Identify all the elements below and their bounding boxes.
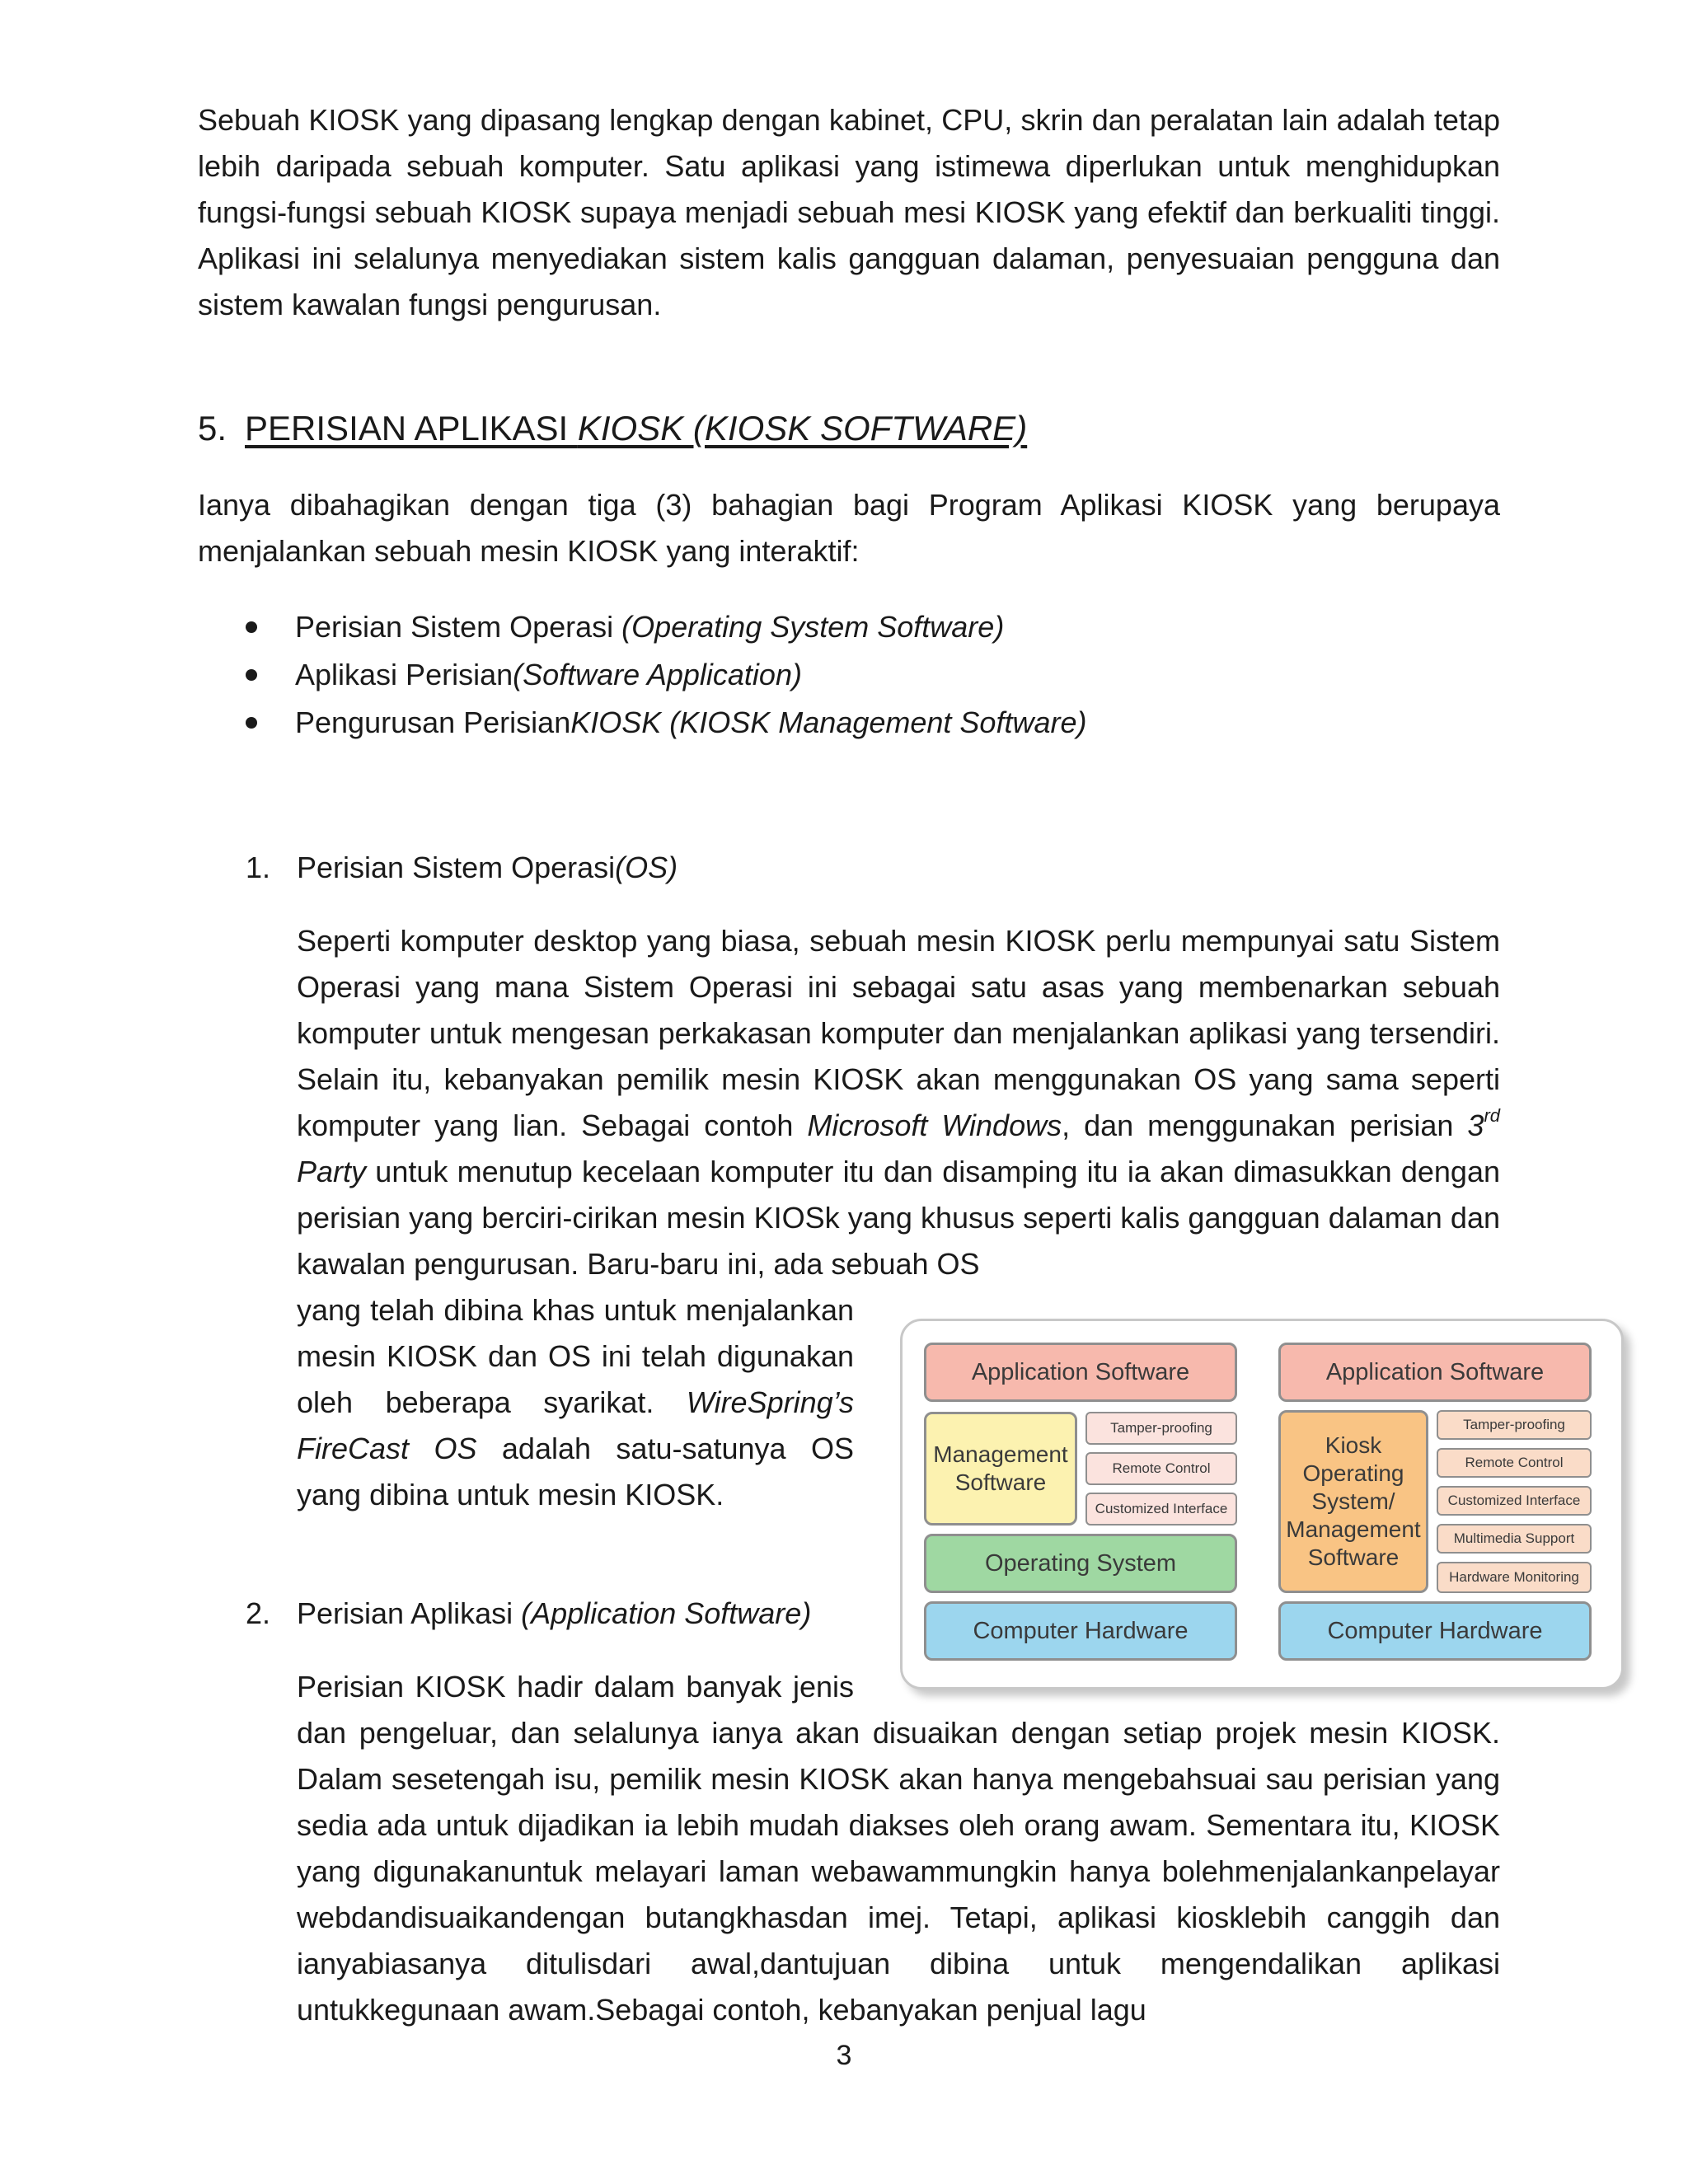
right-remote-control-box: Remote Control — [1437, 1448, 1592, 1478]
left-operating-system-box: Operating System — [924, 1534, 1237, 1593]
os-text-italic: Microsoft Windows — [807, 1108, 1062, 1142]
intro-paragraph: Sebuah KIOSK yang dipasang lengkap dengan kabinet, CPU, skrin dan peralatan lain adalah tetap lebih daripada sebuah komputer. Satu aplikasi yang istimewa diperlukan untuk menghidupkan fungsi-fungsi sebuah KIOSK supaya menjadi sebuah mesi KIOSK yang efektif dan berkualiti tinggi. Aplikasi ini selalunya menyediakan sistem kalis gangguan dalaman, penyesuaian pengguna dan sistem kawalan fungsi pengurusan. — [198, 103, 1500, 321]
kiosk-software-diagram — [900, 1319, 1624, 1690]
left-tamper-proofing-box: Tamper-proofing — [1085, 1412, 1237, 1445]
bullet-list — [198, 603, 1434, 747]
os-paragraph-continued — [297, 1287, 854, 1518]
right-computer-hardware-box: Computer Hardware — [1278, 1601, 1592, 1661]
list-item — [198, 603, 1434, 651]
app-paragraph: dan pengeluar, dan selalunya ianya akan disuaikan dengan setiap projek mesin KIOSK. Dalam sesetengah isu, pemilik mesin KIOSK akan hanya mengebahsuai sau perisian yang sedia ada untuk dijadikan ia lebih mudah diakses oleh orang awam. Sementara itu, KIOSK yang digunakanuntuk melayari laman webawammungkin hanya bolehmenjalankanpelayar webdandisuaikandengan butangkhasdan imej. Tetapi, aplikasi kiosklebih canggih dan ianyabiasanya ditulisdari awal,dantujuan dibina untuk mengendalikan aplikasi untukkegunaan awam.Sebagai contoh, kebanyakan penjual lagu — [297, 1716, 1500, 2027]
left-application-software-box: Application Software — [924, 1343, 1237, 1402]
right-tamper-proofing-box: Tamper-proofing — [1437, 1410, 1592, 1440]
bullet-icon — [246, 669, 257, 681]
os-text: , dan menggunakan perisian — [1062, 1108, 1468, 1142]
bullet-text: Pengurusan Perisian — [295, 705, 571, 739]
section-number: 5. — [198, 409, 227, 448]
section-lead: Ianya dibahagikan dengan tiga (3) bahagian bagi Program Aplikasi KIOSK yang berupaya menjalankan sebuah mesin KIOSK yang interaktif: — [198, 488, 1500, 568]
section-title — [245, 409, 1027, 448]
right-kiosk-os-management-box: Kiosk Operating System/ Management Software — [1278, 1410, 1428, 1593]
app-paragraph-first-line: Perisian KIOSK hadir dalam banyak jenis — [297, 1670, 854, 1704]
subheading-title-italic: (Application Software) — [521, 1596, 812, 1630]
subheading-number: 2. — [246, 1596, 271, 1630]
os-text-italic: 3 — [1467, 1108, 1484, 1142]
left-customized-interface-box: Customized Interface — [1085, 1493, 1237, 1526]
left-remote-control-box: Remote Control — [1085, 1452, 1237, 1485]
subheading-title: Perisian Aplikasi — [297, 1596, 522, 1630]
right-customized-interface-box: Customized Interface — [1437, 1486, 1592, 1516]
right-application-software-box: Application Software — [1278, 1343, 1592, 1402]
subheading-application — [198, 1591, 811, 1637]
os-text-italic: Party — [297, 1155, 367, 1188]
right-hardware-monitoring-box: Hardware Monitoring — [1437, 1562, 1592, 1593]
list-item — [198, 699, 1434, 747]
bullet-icon — [246, 621, 257, 633]
section-title-italic: KIOSK (KIOSK SOFTWARE) — [577, 409, 1028, 448]
os-text-superscript: rd — [1484, 1105, 1501, 1126]
left-management-software-box: Management Software — [924, 1412, 1077, 1526]
os-text: Seperti komputer desktop yang biasa, sebuah mesin KIOSK perlu mempunyai satu Sistem Operasi yang mana Sistem Operasi ini sebagai satu asas yang membenarkan sebuah komputer untuk mengesan perkakasan komputer dan menjalankan aplikasi yang tersendiri. Selain itu, kebanyakan pemilik mesin KIOSK akan menggunakan OS yang sama seperti komputer yang lian. Sebagai contoh — [297, 924, 1500, 1142]
os-text: untuk menutup kecelaan komputer itu dan disamping itu ia akan dimasukkan dengan perisian yang berciri-cirikan mesin KIOSk yang khusus seperti kalis gangguan dalaman dan kawalan pengurusan. Baru-baru ini, ada sebuah OS — [297, 1155, 1500, 1281]
subheading-os — [198, 845, 678, 891]
section-title-plain: PERISIAN APLIKASI — [245, 409, 578, 448]
subheading-title-italic: (OS) — [615, 851, 678, 884]
subheading-title: Perisian Sistem Operasi — [297, 851, 616, 884]
os-text: yang telah dibina khas untuk menjalankan mesin KIOSK dan OS ini telah digunakan oleh beberapa syarikat. — [297, 1293, 854, 1419]
bullet-text: Aplikasi Perisian — [295, 658, 513, 691]
os-text: adalah satu-satunya OS yang dibina untuk mesin KIOSK. — [297, 1432, 854, 1511]
subheading-number: 1. — [246, 851, 271, 884]
page-number: 3 — [836, 2040, 852, 2071]
bullet-text-italic: (Operating System Software) — [621, 610, 1005, 644]
list-item — [198, 651, 1434, 699]
os-paragraph — [297, 918, 1500, 1287]
right-multimedia-support-box: Multimedia Support — [1437, 1524, 1592, 1554]
bullet-text-italic: KIOSK (KIOSK Management Software) — [570, 705, 1087, 739]
section-heading — [198, 404, 1027, 453]
left-computer-hardware-box: Computer Hardware — [924, 1601, 1237, 1661]
bullet-text: Perisian Sistem Operasi — [295, 610, 622, 644]
bullet-text-italic: (Software Application) — [513, 658, 802, 691]
os-text-italic: WireSpring’s FireCast OS — [297, 1385, 854, 1465]
bullet-icon — [246, 717, 257, 729]
